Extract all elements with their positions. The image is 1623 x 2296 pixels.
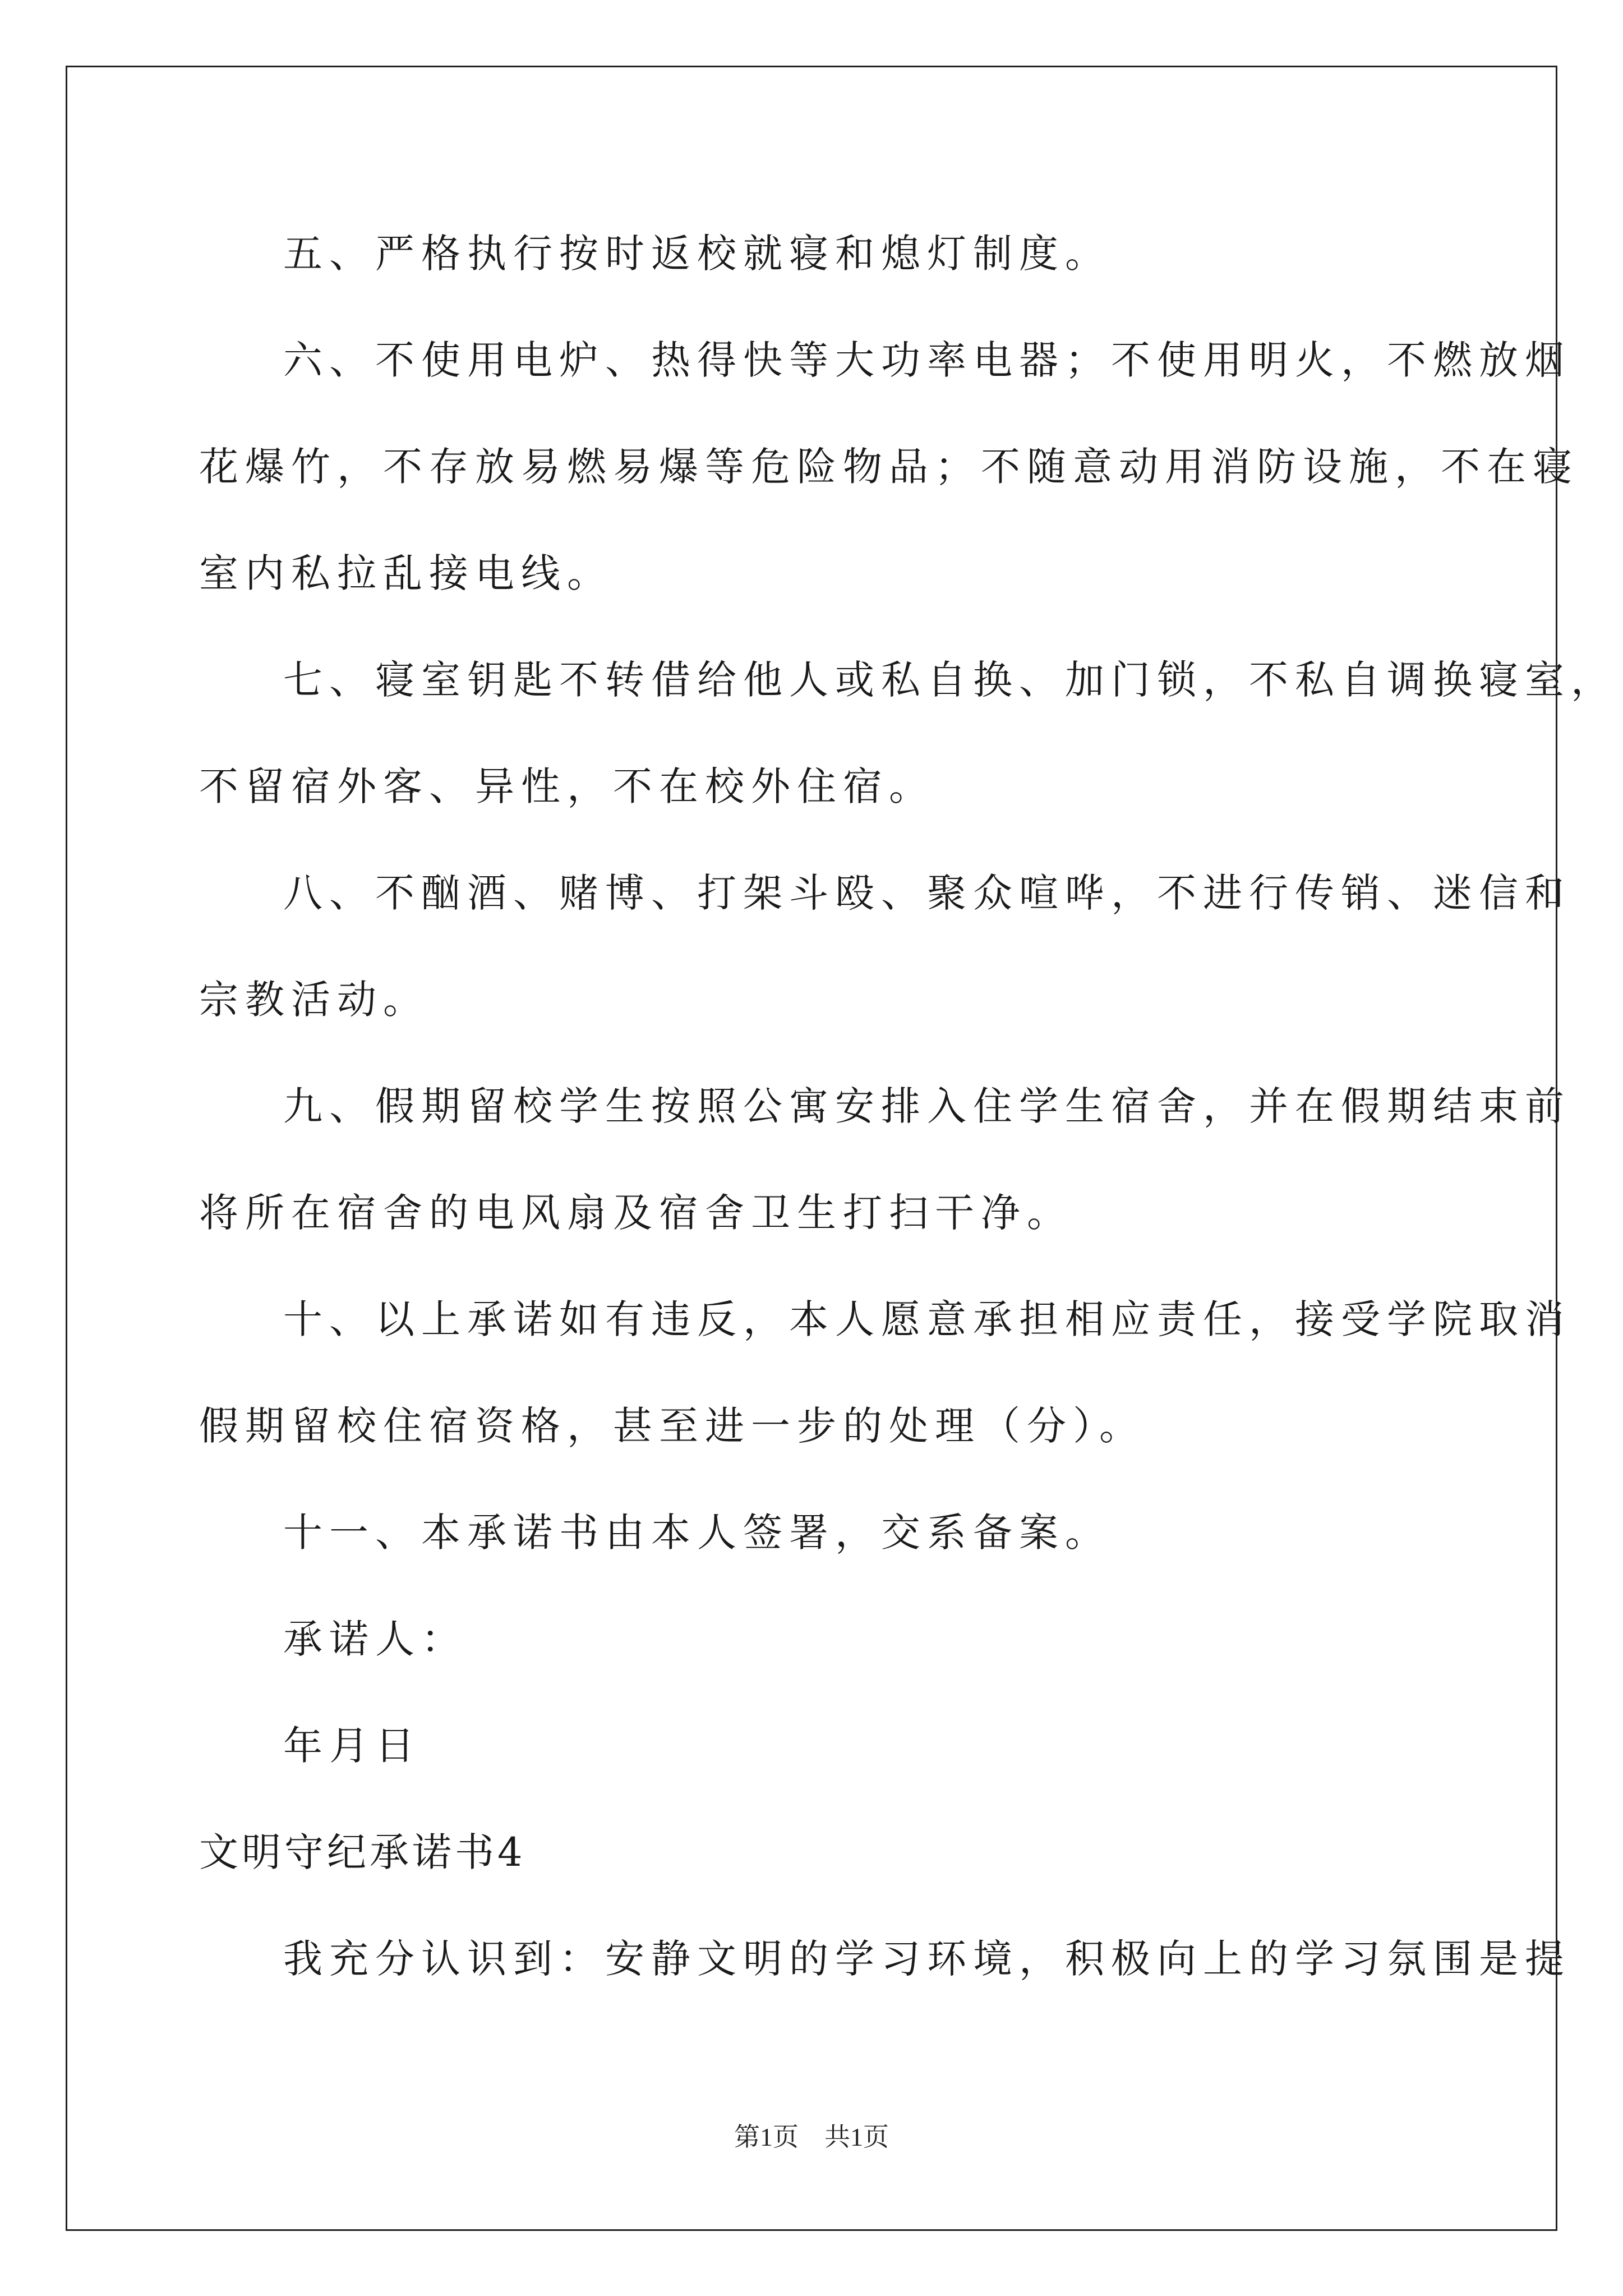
paragraph-line: 假期留校住宿资格，甚至进一步的处理（分）。 [199, 1403, 1145, 1449]
paragraph-line: 十、以上承诺如有违反，本人愿意承担相应责任，接受学院取消 [283, 1296, 1571, 1342]
page-footer: 第1页 共1页 [734, 2123, 889, 2151]
paragraph-line: 不留宿外客、异性，不在校外住宿。 [199, 763, 935, 809]
paragraph-line: 十一、本承诺书由本人签署，交系备案。 [283, 1510, 1111, 1556]
paragraph-line: 七、寝室钥匙不转借给他人或私自换、加门锁，不私自调换寝室， [283, 657, 1617, 703]
paragraph-line: 九、假期留校学生按照公寓安排入住学生宿舍，并在假期结束前 [283, 1083, 1571, 1129]
paragraph-line: 五、严格执行按时返校就寝和熄灯制度。 [283, 231, 1111, 277]
signature-label: 承诺人： [283, 1616, 467, 1662]
section-heading: 文明守纪承诺书4 [199, 1829, 526, 1875]
paragraph-line: 将所在宿舍的电风扇及宿舍卫生打扫干净。 [199, 1190, 1073, 1236]
paragraph-line: 八、不酗酒、赌博、打架斗殴、聚众喧哗，不进行传销、迷信和 [283, 870, 1571, 916]
page-border [66, 66, 1557, 2231]
paragraph-line: 室内私拉乱接电线。 [199, 550, 613, 596]
paragraph-line: 我充分认识到：安静文明的学习环境，积极向上的学习氛围是提 [283, 1936, 1571, 1982]
date-label: 年月日 [283, 1723, 421, 1769]
paragraph-line: 花爆竹，不存放易燃易爆等危险物品；不随意动用消防设施，不在寝 [199, 444, 1579, 490]
paragraph-line: 宗教活动。 [199, 977, 429, 1023]
paragraph-line: 六、不使用电炉、热得快等大功率电器；不使用明火，不燃放烟 [283, 337, 1571, 383]
